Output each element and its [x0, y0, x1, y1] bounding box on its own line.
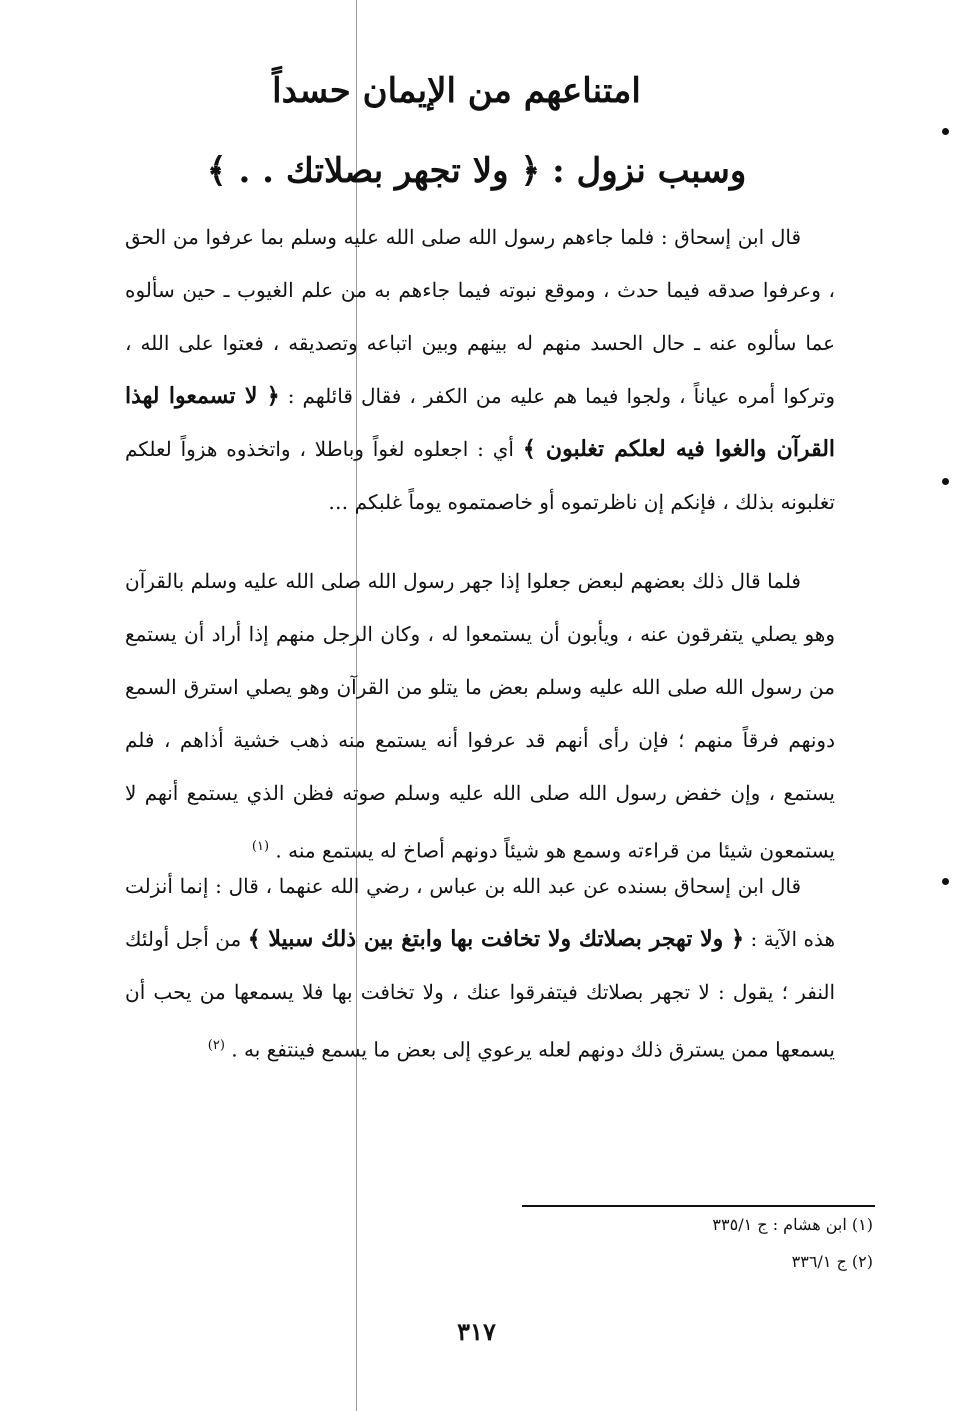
paragraph-1-text-b: أي : اجعلوه لغواً وباطلا ، واتخذوه هزواً لعلكم تغلبونه بذلك ، فإنكم إن ناظرتموه أو خاصمتموه يوماً غلبكم … — [125, 437, 835, 514]
paragraph-1-text-a: قال ابن إسحاق : فلما جاءهم رسول الله صلى الله عليه وسلم بما عرفوا من الحق ، وعرفوا صدقه فيما حدث ، وموقع نبوته فيما جاءهم به من علم الغيوب ـ حين سألوه عما سألوه عنه ـ حال الحسد منهم له بينهم وبين اتباعه وتصديقه ، فعتوا على الله ، وتركوا أمره عياناً ، ولجوا فيما هم عليه من الكفر ، فقال قائلهم : — [125, 225, 835, 408]
footnote-2: (٢) ج ٣٣٦/١ — [791, 1252, 873, 1271]
paragraph-3-text-a: قال ابن إسحاق بسنده عن عبد الله بن عباس ، رضي الله عنهما ، قال : إنما أنزلت هذه الآية : — [125, 874, 836, 951]
quran-quote-1: ﴿ لا تسمعوا لهذا القرآن والغوا فيه لعلكم تغلبون ﴾ — [125, 383, 836, 462]
margin-dot-3 — [942, 878, 949, 885]
paragraph-2-text: فلما قال ذلك بعضهم لبعض جعلوا إذا جهر رسول الله صلى الله عليه وسلم بالقرآن وهو يصلي يتفرقون عنه ، ويأبون أن يستمعوا له ، وكان الرجل منهم إذا أراد أن يستمع من رسول الله صلى الله عليه وسلم بعض ما يتلو من القرآن وهو يصلي استرق السمع دونهم فرقاً منهم ؛ فإن رأى أنهم قد عرفوا أنه يستمع منه ذهب خشية أذاهم ، فلم يستمع ، وإن خفض رسول الله صلى الله عليه وسلم صوته فظن الذي يستمع أنهم لا يستمعون شيئا من قراءته وسمع هو شيئاً دونهم أصاخ له يستمع منه . — [125, 569, 835, 863]
margin-dot-2 — [942, 478, 949, 485]
footnote-divider — [522, 1205, 875, 1207]
footnote-1: (١) ابن هشام : ج ٣٣٥/١ — [712, 1215, 873, 1234]
footnote-ref-1[interactable]: (١) — [251, 839, 270, 854]
margin-dot-1 — [942, 128, 949, 135]
page-number: ٣١٧ — [457, 1317, 496, 1346]
paragraph-2 — [125, 555, 835, 878]
paragraph-3-text-b: من أجل أولئك النفر ؛ يقول : لا تجهر بصلاتك فيتفرقوا عنك ، ولا تخافت بها فلا يسمعها من يحب أن يسمعها ممن يسترق ذلك دونهم لعله يرعوي إلى بعض ما يسمع فينتفع به . — [125, 927, 835, 1062]
paragraph-1 — [125, 211, 835, 529]
chapter-heading: امتناعهم من الإيمان حسداً — [272, 71, 641, 111]
quran-quote-2: ﴿ ولا تهجر بصلاتك ولا تخافت بها وابتغ بين ذلك سبيلا ﴾ — [247, 926, 744, 952]
chapter-subheading: وسبب نزول : ﴿ ولا تجهر بصلاتك . . ﴾ — [206, 151, 747, 191]
footnote-ref-2[interactable]: (٢) — [207, 1038, 225, 1053]
paragraph-3 — [125, 860, 835, 1077]
